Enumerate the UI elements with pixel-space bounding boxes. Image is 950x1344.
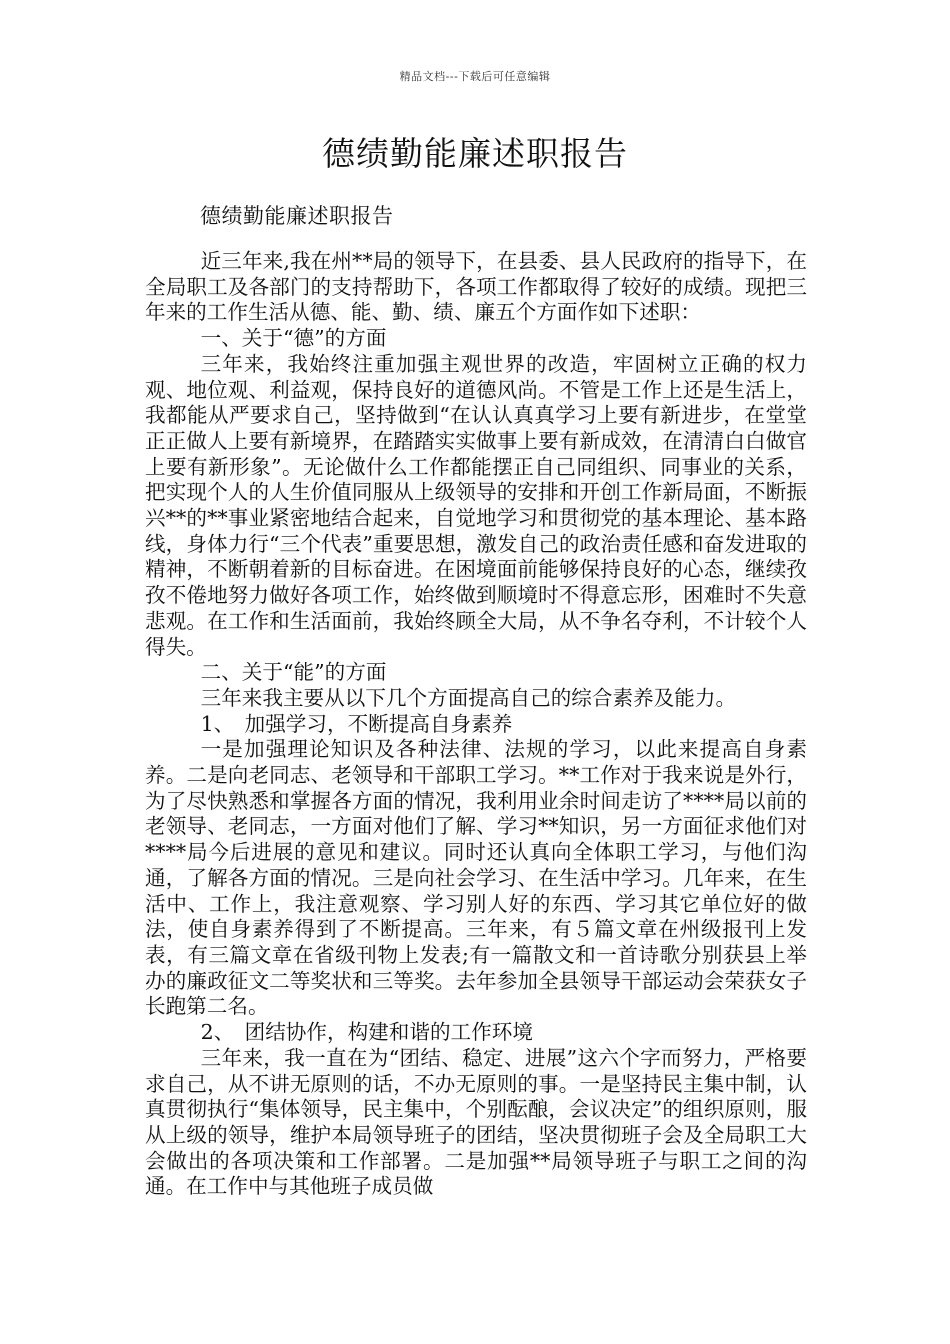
- subheading-unity: 2、 团结协作，构建和谐的工作环境: [200, 1020, 533, 1045]
- paragraph-study: 一是加强理论知识及各种法律、法规的学习，以此来提高自身素养。二是向老同志、老领导和干部职工学习。**工作对于我来说是外行，为了尽快熟悉和掌握各方面的情况，我利用业余时间走访了****局以前的老领导、老同志，一方面对他们了解、学习**知识，另一方面征求他们对****局今后进展的意见和建议。同时还认真向全体职工学习，与他们沟通，了解各方面的情况。三是向社会学习、在生活中学习。几年来，在生活中、工作上，我注意观察、学习别人好的东西、学习其它单位好的做法，使自身素养得到了不断提高。三年来，有５篇文章在州级报刊上发表，有三篇文章在省级刊物上发表;有一篇散文和一首诗歌分别获县上举办的廉政征文二等奖状和三等奖。去年参加全县领导干部运动会荣获女子长跑第二名。: [145, 737, 807, 1019]
- section-heading-de: 一、关于“德”的方面: [200, 326, 387, 351]
- document-body: [145, 249, 807, 1200]
- paragraph-unity: 三年来，我一直在为“团结、稳定、进展”这六个字而努力，严格要求自己，从不讲无原则的话，不办无原则的事。一是坚持民主集中制，认真贯彻执行“集体领导，民主集中，个别酝酿，会议决定”的组织原则，服从上级的领导，维护本局领导班子的团结，坚决贯彻班子会及全局职工大会做出的各项决策和工作部署。二是加强**局领导班子与职工之间的沟通。在工作中与其他班子成员做: [145, 1045, 807, 1199]
- paragraph-de: 三年来，我始终注重加强主观世界的改造，牢固树立正确的权力观、地位观、利益观，保持良好的道德风尚。不管是工作上还是生活上，我都能从严要求自己，坚持做到“在认认真真学习上要有新进步，在堂堂正正做人上要有新境界，在踏踏实实做事上要有新成效，在清清白白做官上要有新形象”。无论做什么工作都能摆正自己同组织、同事业的关系，把实现个人的人生价值同服从上级领导的安排和开创工作新局面，不断振兴**的**事业紧密地结合起来，自觉地学习和贯彻党的基本理论、基本路线，身体力行“三个代表”重要思想，激发自己的政治责任感和奋发进取的精神，不断朝着新的目标奋进。在困境面前能够保持良好的心态，继续孜孜不倦地努力做好各项工作，始终做到顺境时不得意忘形，困难时不失意悲观。在工作和生活面前，我始终顾全大局，从不争名夺利，不计较个人得失。: [145, 351, 807, 659]
- document-title: 德绩勤能廉述职报告: [322, 134, 628, 173]
- paragraph-neng-intro: 三年来我主要从以下几个方面提高自己的综合素养及能力。: [200, 685, 737, 710]
- document-subtitle: 德绩勤能廉述职报告: [200, 204, 394, 228]
- intro-paragraph: 近三年来,我在州**局的领导下，在县委、县人民政府的指导下，在全局职工及各部门的支持帮助下，各项工作都取得了较好的成绩。现把三年来的工作生活从德、能、勤、绩、廉五个方面作如下述职：: [145, 249, 807, 325]
- subheading-study: 1、 加强学习，不断提高自身素养: [200, 711, 513, 736]
- header-note: 精品文档---下载后可任意编辑: [399, 70, 551, 83]
- section-heading-neng: 二、关于“能”的方面: [200, 660, 387, 685]
